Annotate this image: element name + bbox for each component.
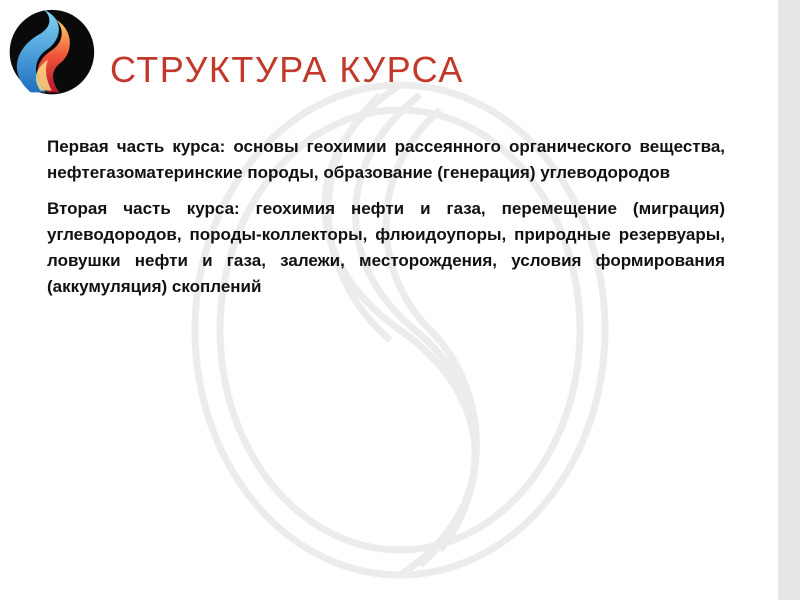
flame-logo-icon	[2, 6, 98, 102]
slide-title: СТРУКТУРА КУРСА	[110, 49, 464, 90]
course-structure-text	[47, 134, 725, 310]
paragraph-part-one: Первая часть курса: основы геохимии рассеянного органического вещества, нефтегазоматеринские породы, образование (генерация) углеводородов	[47, 137, 725, 182]
paragraph-part-two: Вторая часть курса: геохимия нефти и газа, перемещение (миграция) углеводородов, породы-коллекторы, флюидоупоры, природные резервуары, ловушки нефти и газа, залежи, месторождения, условия формирования (аккумуляция) скоплений	[47, 199, 725, 296]
right-side-bar	[778, 0, 800, 600]
